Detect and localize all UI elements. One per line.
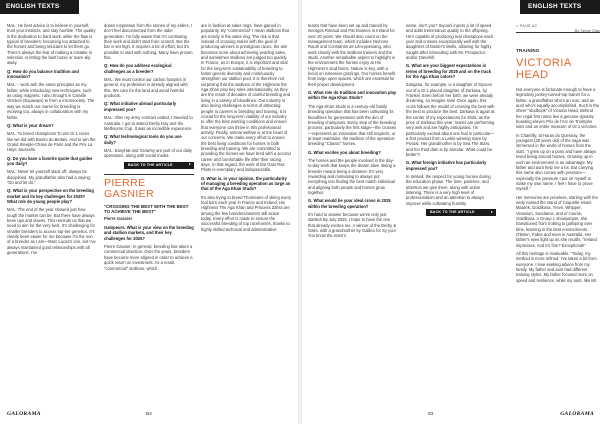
play-arrow-icon — [491, 211, 493, 213]
profile-attribution: Pierre Gasnier — [104, 215, 133, 221]
back-to-article-button[interactable] — [124, 162, 194, 169]
body-paragraph: MAL: Never let yourself slack off, always be disciplined. My grandfather also had a saying: "Do and let do." — [7, 169, 91, 185]
page-number: B2 — [146, 412, 152, 417]
body-paragraph: The Aga Khan Studs is a century-old family breeding operation that has been cultivating its bloodlines for generations with the aim of breeding champions. Every step of the breeding process, particularly the first stage—the crosses—represents an innovation that still respects, or at least maintains, the tradition of the operation: breeding "Classic" horses. — [308, 103, 397, 147]
body-paragraph: MAL: We must control our carbon footprint in general, my profession is already aligned with this. We care for the land and avoid harmful products. — [104, 77, 188, 99]
body-paragraph: MAL: - work with the same principles as my father, while introducing new techniques, such as using magnets. I also brought in Camille Vercken (Equiways) to from a microsociety. The way we match our mares for breeding is evolving too, always in collaboration with my father. — [7, 82, 95, 120]
left-page — [0, 0, 298, 424]
body-paragraph: In Ireland, the respect for young horses during the education phase. The time, patience, and attention we give them, along with active listening. There is a very high level of professionalism and an attention to always improve while cultivating humility. — [406, 173, 491, 206]
profile-name: PIERRE GASNIER — [104, 176, 155, 200]
body-paragraph: MAL: To breed champions! To win Gr.1 races like we did with Bonito du Berlais. And to win the Grand Steeple-Chase de Paris and the Prix La Haye Jousselin. — [7, 131, 96, 153]
body-paragraph: MAL: After my army contract ended, I traveled to Australia. I got to attend Derby Day and the Melbourne Cup. It was an incredible experience. — [104, 115, 193, 131]
body-paragraph: All this heritage is invaluable. "Today, my method is more refined. I've taken a bit from everyone. I love seeking advice from my family. My father and aunt had different training styles. My father focused more on speed and resilience, while my aunt, like Mr. — [516, 251, 597, 283]
body-paragraph: MAL: He best advice is to believe in yourself, trust your instincts, and stay humble. The quality is the dedication to hard work, while the flaw is typical of breeders: becoming too attached to the horses and being reluctant to let them go. There's always the fear of making a mistake in selection or letting the best horse or mare slip away. — [7, 23, 96, 66]
right-column-3 — [516, 23, 600, 413]
interview-question: G. What excites you about breeding? — [308, 149, 381, 155]
interview-question: Q: What is your perspective on the breeding market and its key challenges for 2025? What role do young people play? — [7, 188, 94, 204]
divider — [104, 174, 194, 175]
right-page — [302, 0, 600, 424]
back-button-label: BACK TO THE ARTICLE — [128, 162, 173, 167]
interview-question: Q: Do you have a favorite quote that guides you daily? — [7, 155, 93, 166]
body-paragraph: Zarigana, for example, is a daughter of Siyouni out of a Gr.1 placed daughter of Zarkava, by Frankel. Even before her birth, we were already dreaming, so imagine now! Once again, this cross follows the model of crossing the best with the best to produce the best. Zarkava is again at the center of my expectations for 2025, as the price of Zarkava this year; mares are performing very well and are highly anticipated. I'm particularly excited about one foal in particular—a first product from a Lahiri-winning mare by Pivotal. Her grandmother is by Sea The Stars, and her third dam is by Sinndar. What could be better?! — [406, 82, 495, 157]
left-column-3 — [201, 23, 291, 403]
play-arrow-icon — [189, 163, 191, 165]
back-button-label: BACK TO THE ARTICLE — [430, 210, 475, 214]
left-column-1 — [7, 23, 96, 403]
back-to-article-button[interactable] — [426, 209, 496, 216]
interview-question: Q: What is your dream? — [7, 122, 54, 128]
body-paragraph: In Chantilly, at Haras du Quesnay, the youngest (28 years old) of the saga was immersed in the world of horses from the start. "I grew up on a pony and have always loved being around horses. Growing up in such an environment is an advantage. My father and aunt help me a lot. But carrying this name also comes with pressure—especially the pressure I put on myself to make my own name. I feel I have to prove myself." — [516, 132, 597, 192]
profile-quote: "CROSSING THE BEST WITH THE BEST TO ACHIEVE THE BEST" — [104, 203, 189, 215]
byline: By Serge Olay — [574, 28, 600, 34]
body-paragraph: MAL: The end of the year showed just how tough the market can be. But there have always been ups and downs. This reminds us that we need to aim for the very best. It's challenging for smaller breeders to access top-tier genetics. It's clearly been easier for me because I'm the son of a breeder as I am—Marc Lucas's son, but I've always maintained good relationships with all generations. I've — [7, 207, 96, 256]
interview-question: G. What role do tradition and innovation play within the Aga Khan Studs? — [308, 90, 397, 101]
body-paragraph: are in fashion at sales rings, have gained in popularity. By "commercial" I mean stallions that are trendy in the sales ring. The risk is that instead of crossing mares with the goal of producing winners in prestigious races, the aim becomes more about achieving yearling sales, and sometimes stallions are judged too quickly. In France, as in Europe, it is important and vital for the long-term sustainability of breeding to foster genetic diversity and continuously strengthen our stallion pool. It is therefore not surprising that the stallions of the Highness the Aga Khan play key roles internationally, as they are the result of decades of careful breeding and living in a variety of bloodlines. Our industry is also facing challenges in terms of attracting people to careers in breeding and training. It is crucial for the long-term viability of our industry to offer the best working conditions and ensure that everyone can thrive in this professional activity. Finally, animal welfare is at the heart of our concerns. We make every effort to ensure the best living conditions for horses in both breeding and training. We are committed to providing the horses we have bred with a second career and comfortable life after their racing days. In that regard, the work of the Galo Ras Pilote is exemplary and indispensable. — [201, 23, 291, 173]
interview-question: Galopeurs. What is your view on the breeding and stallion markets, and their key challenges for 2025? — [104, 225, 194, 241]
interview-question: Q: How do you balance tradition and innovation? — [7, 68, 79, 80]
left-page-footer — [0, 408, 298, 424]
body-paragraph: teams that have been set up and trained by Georges Rimaud and Pat Downes in Ireland for over 20 years. We should also count on the management team, which includes Nemone Routh and Constantin de Léni-ppesiang, who work closely with the stallions trainers and the studs. Another remarkable aspect to highlight is the environment the horses enjoy at His Highness's stud farms. Nature is key, with a focus on extensive grazings. Our horses benefit from large open spaces, which are essential for their proper development. — [308, 23, 396, 87]
page-number: 83 — [428, 412, 434, 417]
body-paragraph: Pierre Gasnier: In general, breeding has taken a commercial direction. Over the years, breeders have become more aligned in order to achieve a quick return on investment. As a result, "commercial" stallions, which — [104, 244, 193, 271]
interview-question: Q: How do you address ecological challenges as a breeder? — [104, 63, 172, 74]
right-header-label: ENGLISH TEXTS — [528, 3, 582, 10]
footer-brand: GALORAMA — [7, 411, 41, 417]
right-page-footer — [302, 408, 600, 424]
body-paragraph: MAL: EasyHat and Growmy are part of our daily operations, along with social media. — [104, 147, 192, 159]
section-label: TRAINING — [516, 47, 540, 53]
interview-question: G. What foreign initiative has particularly impressed you? — [406, 160, 487, 171]
interview-question: G. What are your biggest expectations in terms of breeding for 2025 and on the track for the Aga Khan colors? — [406, 63, 492, 80]
body-paragraph: Not everyone is fortunate enough to have a legendary jockey-turned-top trainer for a father, a grandfather who's an icon, and an aunt who's equally accomplished. Such is the sheer "studbook" of Victoria Head. Behind her regal first name lies a genuine dynasty boasting eleven Prix de l'Arc de Triomphe wins and an entire museum of Gr.1 victories. — [516, 87, 600, 130]
body-paragraph: Her memories are priceless, starting with the early named the stand of Criquette Head-Maarek, Goldikova, Treve, Whipper, Vesuvian, Sundance, and of course, Goldikova. A Group 1 showjumper, she transitioned from trotting to galloping over time, learning in the best environments. O'Brien, Fabre and even in Australia. Her father's eyes light up as she recalls, "Ireland impresses. And it's fine? Exceptional!" — [516, 194, 598, 248]
interview-question: Q: What technological tools do you use daily? — [104, 134, 182, 145]
right-column-2 — [406, 23, 496, 403]
footer-brand: GALORAMA — [560, 411, 594, 417]
interview-question: G. What is, in your opinion, the particularity of managing a breeding operation as large as that of the Aga Khan Studs? — [201, 175, 291, 192]
right-page-header — [520, 0, 600, 14]
left-header-label: ENGLISH TEXTS — [6, 3, 60, 10]
body-paragraph: The horses and the people involved in the day-to-day work that keeps the dream alive. Being a breeder means being a dreamer. It's very rewarding and motivating to always put everything into finding the best match individual and aligning both people and horses grow together. — [308, 157, 396, 195]
page-reference: » PAGE 82 — [516, 23, 537, 28]
body-paragraph: It's also trying to breed Thurneans of skiing every foal born each year in France and Ireland. His Highness The Aga Khan and Princess Zahra are among the few breeders/owners still active today. Every effort is made to ensure the successful breeding of top racehorses, thanks to highly skilled technical and administrative — [201, 194, 291, 232]
left-column-2 — [104, 23, 194, 403]
profile-name: VICTORIA HEAD — [516, 57, 572, 82]
right-column-1 — [308, 23, 398, 403]
body-paragraph: drawn inspiration from the stories of my elders. I don't feel disconnected from the older generation. I'm fully aware that I'm continuing their work and didn't start from scratch. But the bar is set high. It requires a lot of effort, but it's possible to start with nothing. Many have proven this. — [104, 23, 193, 61]
interview-question: G. What would be your ideal cross in 2025 within the breeding operation? — [308, 198, 391, 209]
body-paragraph: It's hard to answer because we've only just started! By July 2025, I hope to have the one that already excites me. A winner of the Derby & Oaks, with a grandmother by Galileo for Sy you! You know the mare's — [308, 212, 397, 239]
interview-question: Q: What initiative abroad particularly impressed you? — [104, 101, 177, 112]
body-paragraph: name, don't you? Siyouni injects a lot of speed and adds tremendous quality to the offspring. He's capable of producing real champions each year and crosses exceptionally well with the daughters of Dasler's Wells, allowing for highly sought-after inbreeding with Mr. Prospector and/or Danehill. — [406, 23, 494, 61]
left-page-header — [0, 0, 79, 14]
